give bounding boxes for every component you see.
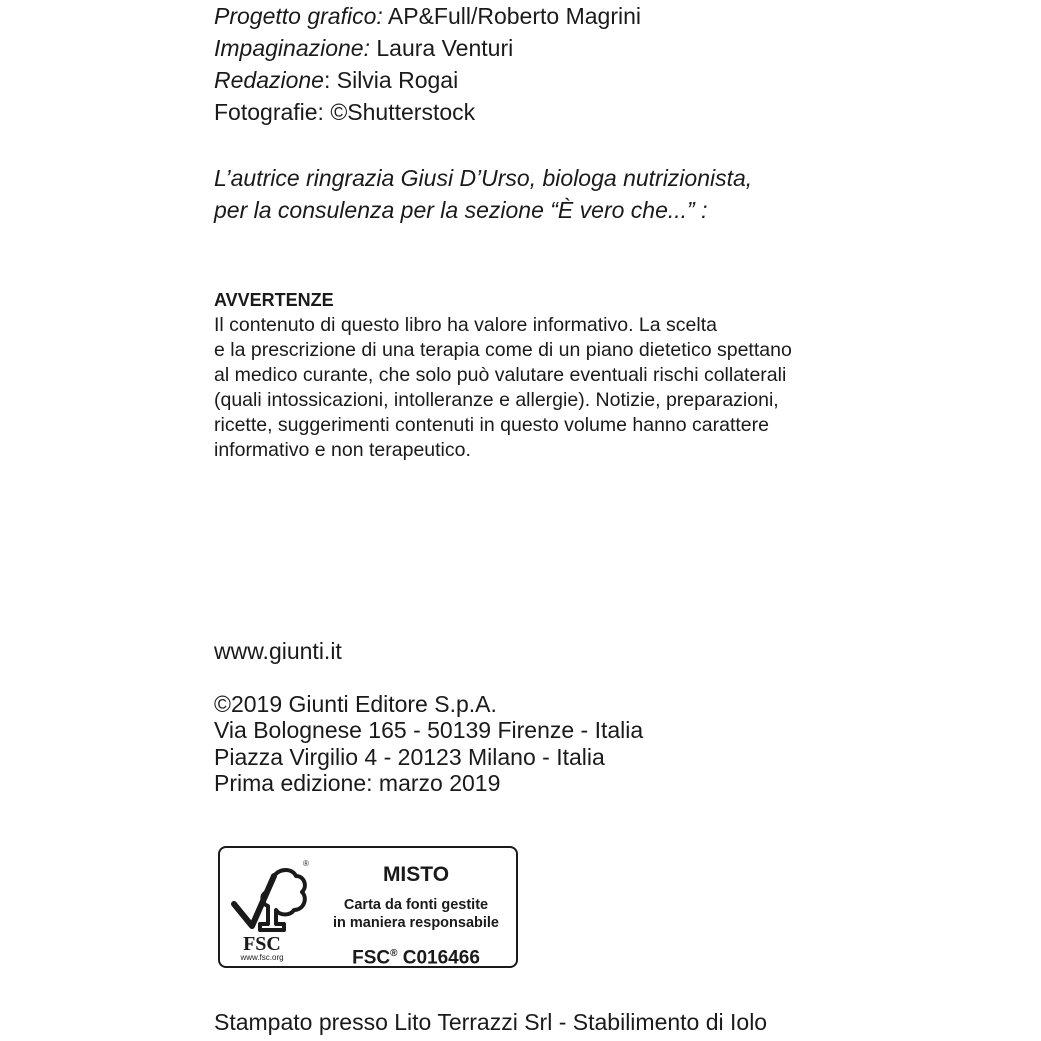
warning-line: al medico curante, che solo può valutare eventuali rischi collaterali [214, 364, 787, 386]
warning-line: e la prescrizione di una terapia come di un piano dietetico spettano [214, 339, 792, 361]
fsc-code-value: C016466 [397, 947, 480, 969]
copyright: ©2019 Giunti Editore S.p.A. [214, 691, 497, 717]
fsc-logo-text: FSC [243, 933, 281, 955]
credit-layout-label: Impaginazione: [214, 35, 370, 61]
credit-photos: Fotografie: ©Shutterstock [214, 99, 476, 125]
credit-editing-value: : Silvia Rogai [323, 67, 459, 93]
address-milan: Piazza Virgilio 4 - 20123 Milano - Italia [214, 744, 605, 770]
credit-layout [214, 32, 513, 64]
warning-line: ricette, suggerimenti contenuti in questo volume hanno carattere [214, 414, 769, 436]
credit-project [214, 0, 641, 32]
fsc-title: MISTO [382, 863, 450, 886]
printer-info: Stampato presso Lito Terrazzi Srl - Stabilimento di Iolo [214, 1009, 768, 1035]
edition: Prima edizione: marzo 2019 [214, 770, 501, 796]
fsc-label [218, 846, 518, 968]
warning-body [214, 313, 792, 463]
fsc-registered-mark: ® [303, 859, 309, 868]
fsc-description-line: in maniera responsabile [332, 915, 499, 931]
warning-line: (quali intossicazioni, intolleranze e allergie). Notizie, preparazioni, [214, 389, 779, 411]
fsc-description-line: Carta da fonti gestite [343, 897, 489, 913]
warning-line: informativo e non terapeutico. [214, 439, 471, 461]
warning-line: Il contenuto di questo libro ha valore informativo. La scelta [214, 314, 717, 336]
credit-layout-value: Laura Venturi [370, 35, 514, 61]
fsc-url: www.fsc.org [240, 953, 284, 962]
credit-editing-label: Redazione [214, 67, 324, 93]
credit-project-value: AP&Full/Roberto Magrini [382, 3, 641, 29]
fsc-license-code [320, 942, 512, 970]
address-florence: Via Bolognese 165 - 50139 Firenze - Italia [214, 717, 644, 743]
fsc-code-registered: ® [390, 948, 398, 959]
fsc-text-block [320, 862, 512, 970]
thanks-line-1: L’autrice ringrazia Giusi D’Urso, biologa nutrizionista, [214, 165, 753, 191]
fsc-description [320, 896, 512, 932]
credit-project-label: Progetto grafico: [214, 3, 383, 29]
thanks-line-2: per la consulenza per la sezione “È vero che...” : [214, 197, 708, 223]
fsc-tree-check-icon [230, 856, 310, 962]
fsc-code-prefix: FSC [352, 947, 391, 969]
website: www.giunti.it [214, 638, 342, 664]
warning-title: AVVERTENZE [214, 290, 334, 310]
credit-editing [214, 64, 458, 96]
